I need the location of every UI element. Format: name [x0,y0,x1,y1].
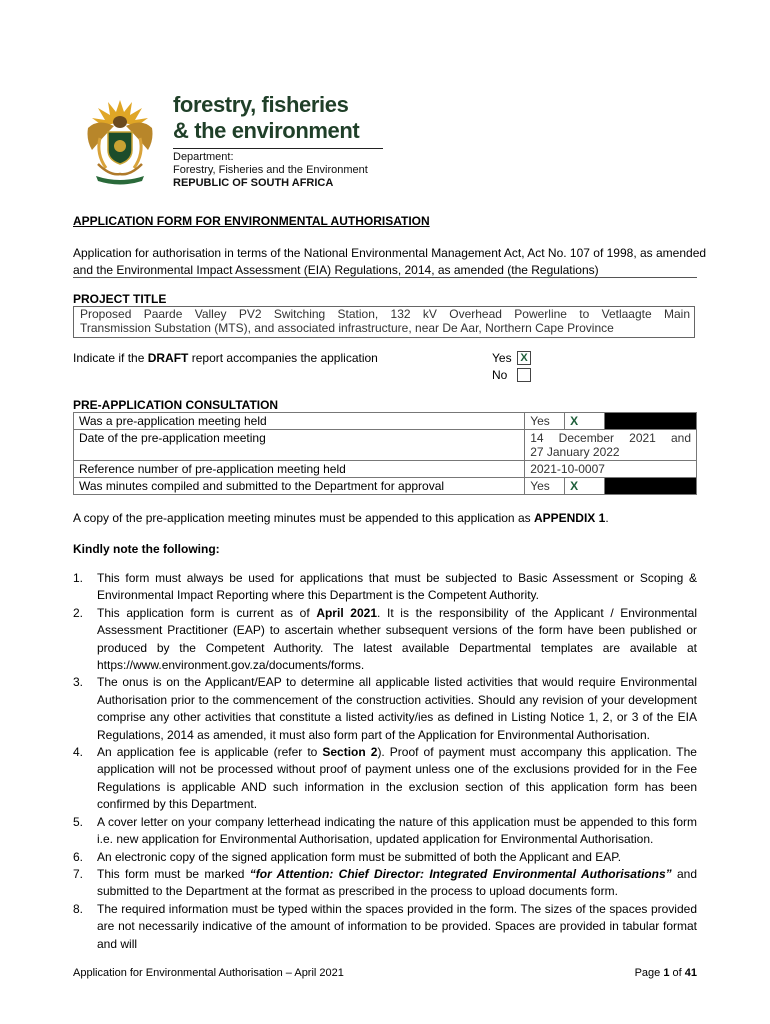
item-text-end: ). Proof of payment must accompany this application. The application will not be processed without proof of payment unless one of the exclusions provided for in the Fee Regulations is applicable AND such information in the exclusion section of this application form has been confirmed by this Department. [97,745,697,812]
footer-left: Application for Environmental Authorisation – April 2021 [73,967,344,979]
item-bold: Section 2 [322,745,378,760]
notes-heading: Kindly note the following: [73,542,220,556]
redacted-cell [605,478,697,495]
table-row [74,413,697,430]
table-row [74,478,697,495]
item-text-end: and submitted to the Department at the format as prescribed in the process to upload documents form. [97,866,697,899]
item-text: An electronic copy of the signed application form must be submitted of both the Applicant and EAP. [97,849,622,864]
row-label: Date of the pre-application meeting [74,430,525,461]
item-text: This form must be marked [97,866,250,881]
table-row [74,461,697,478]
form-title: APPLICATION FORM FOR ENVIRONMENTAL AUTHORISATION [73,214,430,228]
row-label: Reference number of pre-application meeting held [74,461,525,478]
list-item [73,901,697,953]
row-answer[interactable]: Yes [525,413,565,430]
appendix-text-end: . [605,511,609,525]
intro-paragraph [73,245,707,279]
brand-line-2: & the environment [173,118,360,143]
appendix-bold: APPENDIX 1 [533,511,606,525]
consultation-table [73,412,697,495]
list-item [73,605,697,675]
draft-yes-label: Yes [492,351,512,365]
list-item [73,814,697,849]
appendix-text: A copy of the pre-application meeting minutes must be appended to this application as [73,511,534,525]
item-number: 1. [73,571,84,585]
row-answer[interactable]: Yes [525,478,565,495]
item-number: 8. [73,901,84,916]
table-row [74,430,697,461]
draft-no-label: No [492,368,508,382]
item-text: This application form is current as of [97,605,317,620]
project-title-box [73,306,695,338]
appendix-note [73,510,609,527]
intro-line-1: Application for authorisation in terms of the National Environmental Management Act, Act No. 107 of 1998, as amended [73,246,707,260]
item-number: 2. [73,605,84,620]
row-label: Was minutes compiled and submitted to the Department for approval [74,478,525,495]
page-label: Page [634,967,664,979]
row-answer[interactable]: 2021-10-0007 [525,461,697,478]
item-number: 5. [73,814,84,829]
list-item [73,674,697,744]
department-name: Forestry, Fisheries and the Environment [173,164,368,176]
page-number [620,967,697,979]
date-line-2: 27 January 2022 [530,445,620,459]
draft-no-checkbox[interactable] [517,368,531,382]
item-bold: April 2021 [316,605,377,620]
redacted-cell [605,413,697,430]
coat-of-arms-icon [80,92,160,187]
department-label: Department: [173,151,234,163]
item-text: The onus is on the Applicant/EAP to determine all applicable listed activities that would require Environmental Authorisation prior to the commencement of the construction activities. Should any revision of your development comprise any other activities that constitute a listed activity/ies as defined in Listing Notice 1, 2, or 3 of the EIA Regulations, 2014 as amended, it must also form part of the Application for Environmental Authorisation. [97,675,697,742]
project-title-line-1: Proposed Paarde Valley PV2 Switching Station, 132 kV Overhead Powerline to Vetlaagte Main [80,307,690,321]
item-number: 4. [73,745,84,760]
item-number: 7. [73,866,84,881]
draft-question [73,350,378,367]
item-text: A cover letter on your company letterhead indicating the nature of this application must be appended to this form i.e. new application for Environmental Authorisation, updated application for Environmental Authorisation. [97,814,697,847]
item-text: The required information must be typed within the spaces provided in the form. The sizes of the spaces provided are not necessarily indicative of the amount of information to be provided. Spaces are provided in tabular format and will [97,901,697,951]
item-text: This form must always be used for applications that must be subjected to Basic Assessment or Scoping & Environmental Impact Reporting where this Department is the Competent Authority. [97,571,697,603]
item-number: 3. [73,675,84,690]
draft-question-text-end: report accompanies the application [188,351,378,365]
item-bold: “for Attention: Chief Director: Integrated Environmental Authorisations” [249,866,672,881]
consultation-heading: PRE-APPLICATION CONSULTATION [73,398,279,412]
section-divider [73,277,697,278]
page-of: of [669,967,685,979]
list-item [73,570,697,605]
date-line-1: 14 December 2021 and [530,431,691,445]
item-text: An application fee is applicable (refer to [97,745,323,760]
draft-question-text: Indicate if the [73,351,148,365]
draft-yes-checkbox[interactable]: X [517,351,531,365]
page-current: 1 [663,967,670,979]
brand-line-1: forestry, fisheries [173,92,349,117]
list-item [73,744,697,814]
country-name: REPUBLIC OF SOUTH AFRICA [173,177,334,189]
item-number: 6. [73,849,84,864]
list-item [73,866,697,901]
list-item [73,849,697,866]
row-mark[interactable]: X [565,478,605,495]
project-title-line-2: Transmission Substation (MTS), and associated infrastructure, near De Aar, Northern Cape Province [80,321,614,335]
row-mark[interactable]: X [565,413,605,430]
intro-line-2: and the Environmental Impact Assessment (EIA) Regulations, 2014, as amended (the Regulations) [73,263,599,277]
row-label: Was a pre-application meeting held [74,413,525,430]
row-answer[interactable] [525,430,697,461]
brand-divider [173,148,383,149]
draft-question-bold: DRAFT [147,351,189,365]
project-title-heading: PROJECT TITLE [73,292,167,306]
department-logo [80,92,390,192]
notes-list [73,570,697,953]
item-text-end: . It is the responsibility of the Applicant / Environmental Assessment Practitioner (EAP) to ascertain whether subsequent versions of the form have been published or produced by the Competent Authority. The latest available Departmental templates are available at https://www.environment.gov.za/documents/forms. [97,605,698,673]
page-total: 41 [684,967,697,979]
